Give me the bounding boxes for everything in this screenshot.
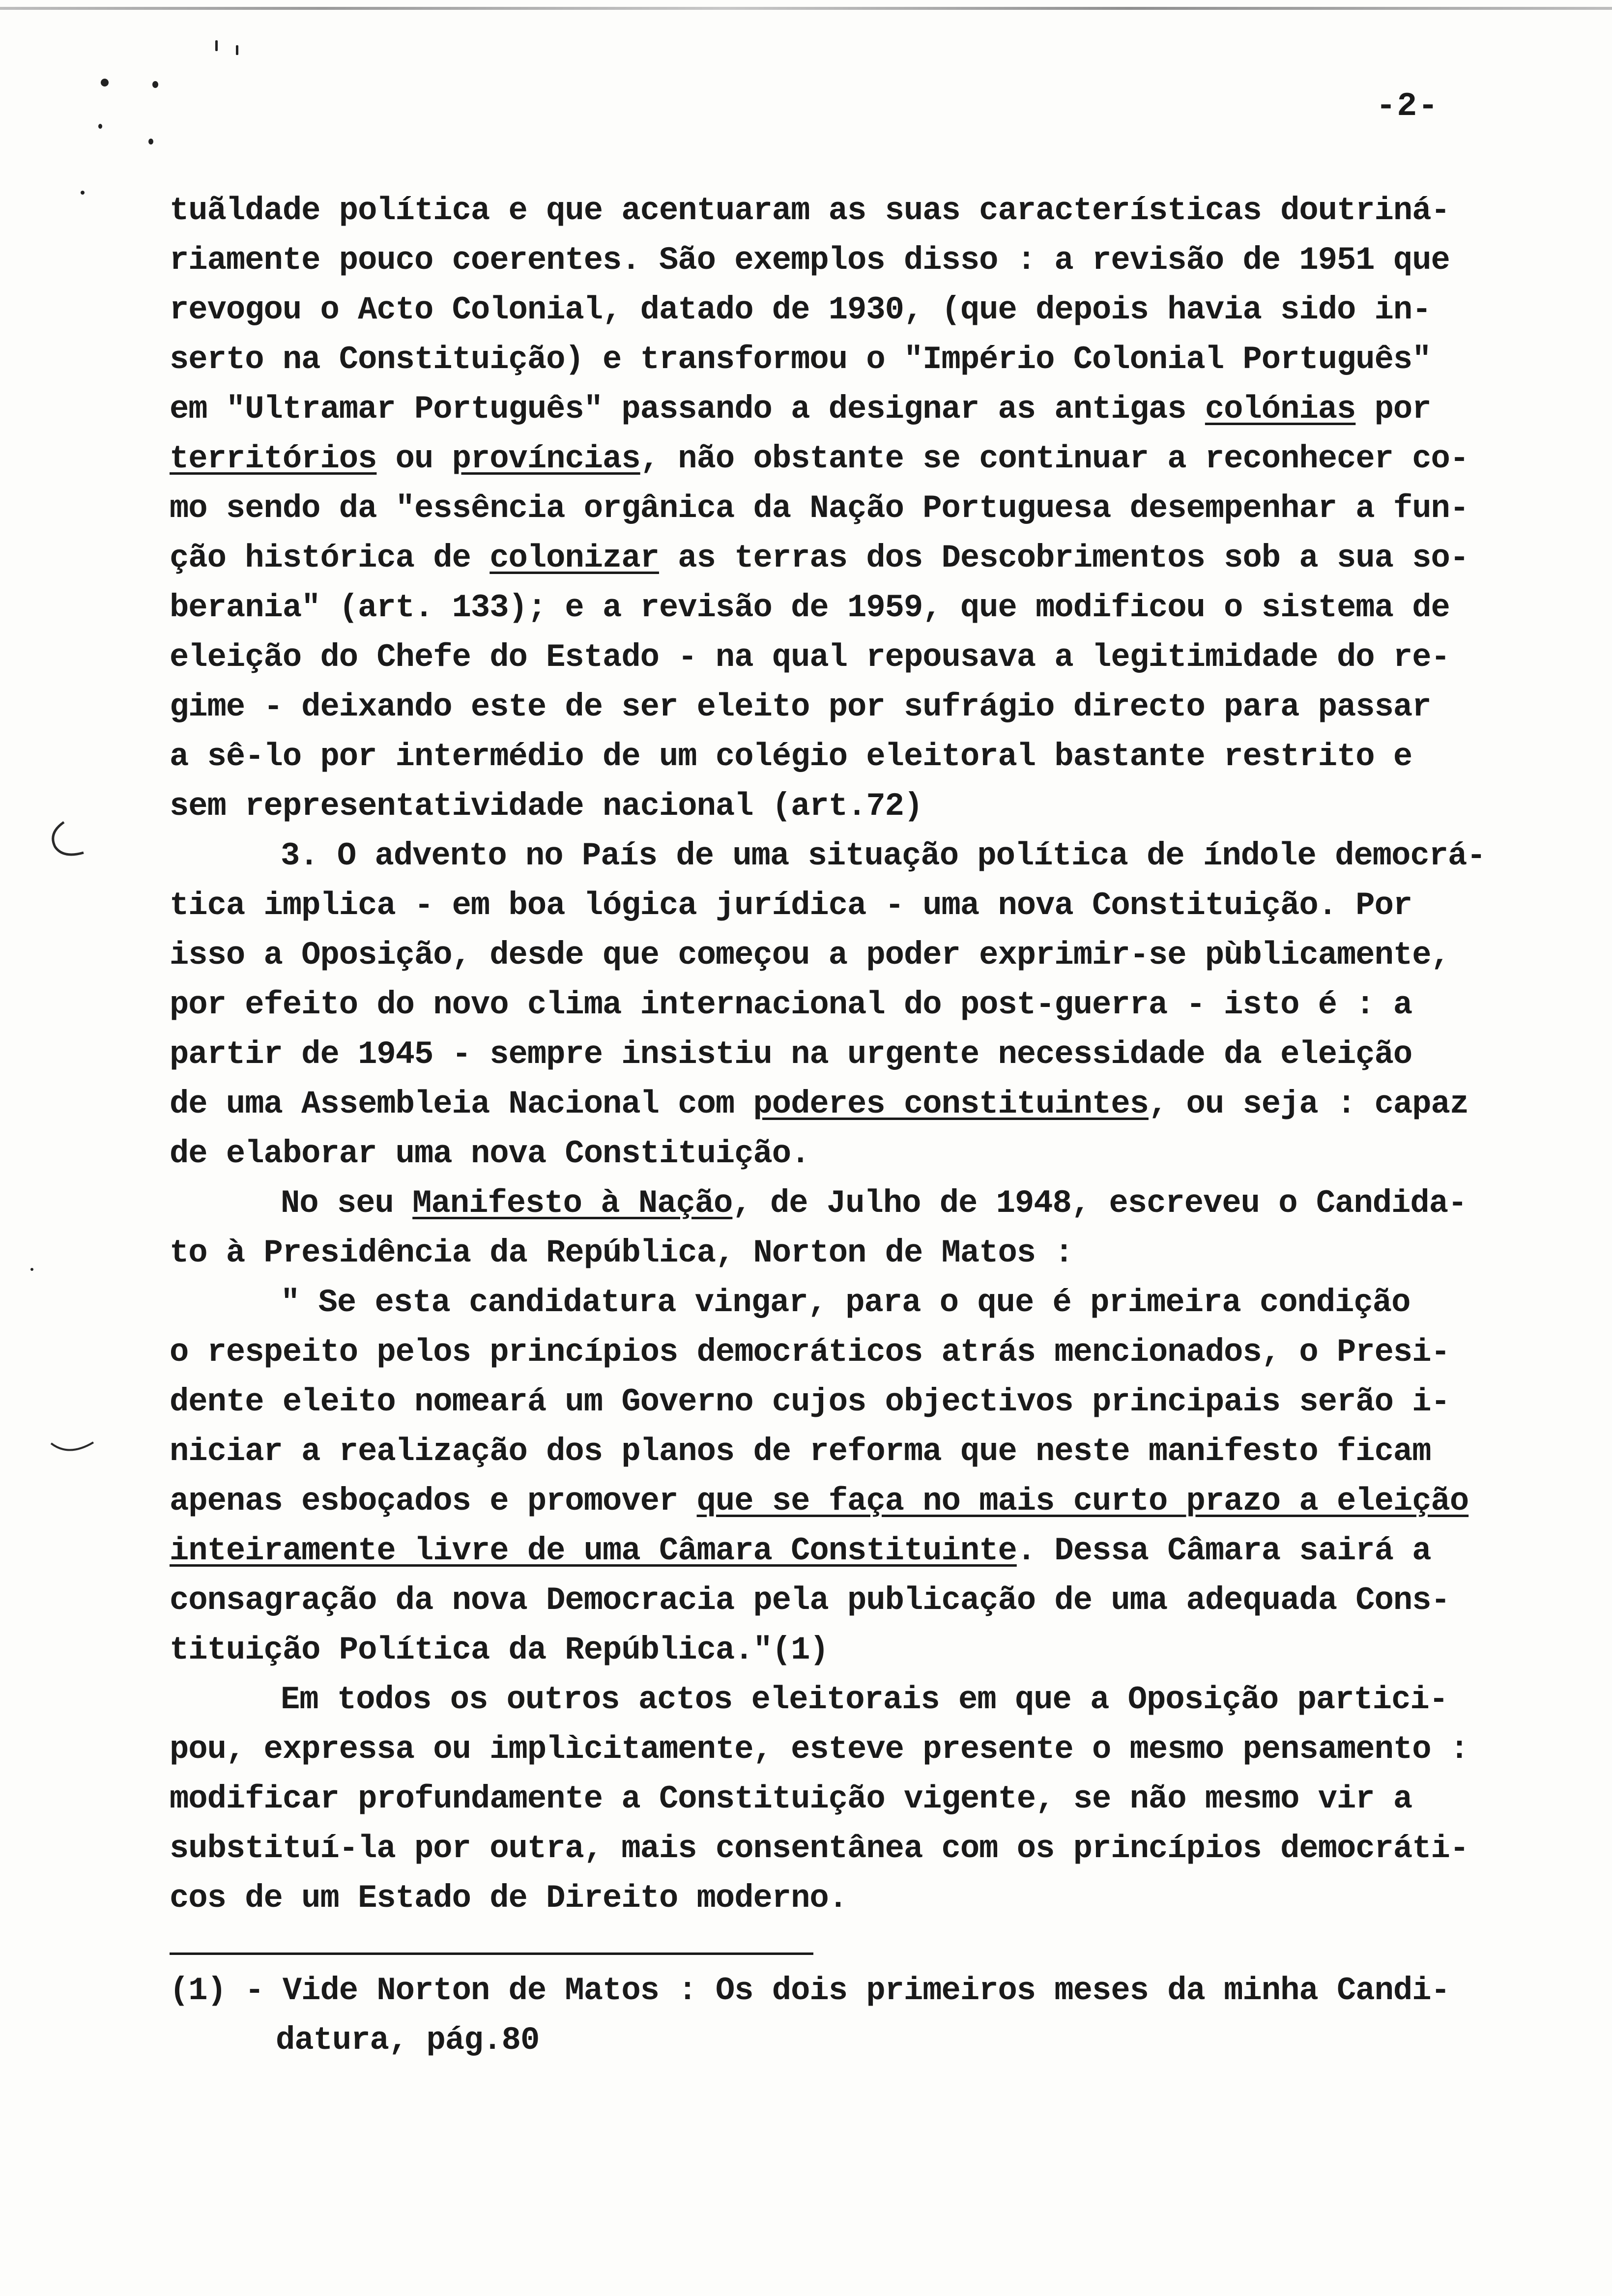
- text-segment: dente eleito nomeará um Governo cujos objectivos principais serão i-: [170, 1383, 1450, 1420]
- text-segment: sem representatividade nacional (art.72): [170, 788, 923, 825]
- text-line: [170, 1228, 1555, 1278]
- scan-speck: [30, 1268, 33, 1271]
- text-segment: , não obstante se continuar a reconhecer co-: [640, 440, 1469, 477]
- margin-punch-mark: [44, 818, 88, 862]
- scan-speck: [101, 79, 109, 86]
- text-segment: to à Presidência da República, Norton de Matos :: [170, 1234, 1073, 1271]
- text-line: [170, 1129, 1555, 1178]
- text-segment: modificar profundamente a Constituição vigente, se não mesmo vir a: [170, 1780, 1412, 1817]
- text-segment: por efeito do novo clima internacional do post-guerra - isto é : a: [170, 986, 1412, 1023]
- text-segment: apenas esboçados e promover: [170, 1483, 697, 1520]
- footnote-line: (1) - Vide Norton de Matos : Os dois primeiros meses da minha Candi-: [170, 1972, 1450, 2009]
- text-line: [170, 881, 1555, 930]
- paragraph: [170, 1675, 1555, 1923]
- paragraph: [170, 1178, 1555, 1278]
- footnote: [170, 1966, 1555, 2065]
- underlined-phrase: Manifesto à Nação: [412, 1185, 733, 1222]
- scan-speck: [81, 191, 85, 195]
- text-segment: de uma Assembleia Nacional com: [170, 1086, 753, 1122]
- underlined-phrase: territórios: [170, 440, 377, 477]
- text-segment: de elaborar uma nova Constituição.: [170, 1135, 810, 1172]
- text-line: [170, 235, 1555, 285]
- text-segment: No seu: [281, 1185, 413, 1222]
- scan-speck: [236, 45, 238, 55]
- text-line: [170, 1278, 1555, 1327]
- top-scan-edge: [0, 7, 1612, 10]
- text-line: [170, 732, 1555, 781]
- text-line: [170, 335, 1555, 384]
- text-segment: tuãldade política e que acentuaram as suas características doutriná-: [170, 192, 1450, 229]
- text-segment: cos de um Estado de Direito moderno.: [170, 1880, 848, 1917]
- underlined-phrase: inteiramente livre de uma Câmara Constituinte: [170, 1532, 1017, 1569]
- text-line: [170, 1377, 1555, 1427]
- text-segment: gime - deixando este de ser eleito por sufrágio directo para passar: [170, 689, 1431, 725]
- text-segment: , ou seja : capaz: [1148, 1086, 1469, 1122]
- text-line: [170, 980, 1555, 1030]
- text-segment: serto na Constituição) e transformou o "Império Colonial Português": [170, 341, 1431, 378]
- text-line: [170, 1526, 1555, 1576]
- text-segment: em "Ultramar Português" passando a designar as antigas: [170, 391, 1205, 428]
- text-segment: tica implica - em boa lógica jurídica - uma nova Constituição. Por: [170, 887, 1412, 924]
- text-line: [170, 1774, 1555, 1824]
- text-line: [170, 434, 1555, 484]
- text-segment: berania" (art. 133); e a revisão de 1959, que modificou o sistema de: [170, 589, 1450, 626]
- text-segment: consagração da nova Democracia pela publicação de uma adequada Cons-: [170, 1582, 1450, 1619]
- text-line: [170, 583, 1555, 632]
- text-line: [170, 1030, 1555, 1079]
- text-segment: , de Julho de 1948, escreveu o Candida-: [732, 1185, 1467, 1222]
- text-segment: as terras dos Descobrimentos sob a sua so-: [659, 540, 1469, 576]
- text-line: [170, 1079, 1555, 1129]
- text-line: [170, 781, 1555, 831]
- scan-speck: [148, 139, 153, 144]
- text-segment: por: [1355, 391, 1431, 428]
- text-segment: isso a Oposição, desde que começou a poder exprimir-se pùblicamente,: [170, 937, 1450, 974]
- text-segment: pou, expressa ou implìcitamente, esteve presente o mesmo pensamento :: [170, 1731, 1469, 1768]
- scan-speck: [215, 40, 218, 51]
- text-segment: ção histórica de: [170, 540, 490, 576]
- underlined-phrase: colónias: [1205, 391, 1356, 428]
- underlined-phrase: colonizar: [489, 540, 659, 576]
- body-text: [170, 186, 1555, 1923]
- text-line: [170, 1427, 1555, 1476]
- underlined-phrase: que se faça no mais curto prazo a eleição: [696, 1483, 1469, 1520]
- text-line: [170, 1178, 1555, 1228]
- text-line: [170, 1724, 1555, 1774]
- text-line: [170, 285, 1555, 335]
- text-segment: eleição do Chefe do Estado - na qual repousava a legitimidade do re-: [170, 639, 1450, 676]
- text-line: [170, 484, 1555, 533]
- text-segment: " Se esta candidatura vingar, para o que é primeira condição: [281, 1284, 1410, 1321]
- text-line: [170, 632, 1555, 682]
- footnote-line: datura, pág.80: [276, 2022, 540, 2059]
- page-number: -2-: [1376, 87, 1439, 125]
- text-segment: revogou o Acto Colonial, datado de 1930, (que depois havia sido in-: [170, 291, 1431, 328]
- text-line: [170, 831, 1555, 881]
- text-segment: niciar a realização dos planos de reforma que neste manifesto ficam: [170, 1433, 1431, 1470]
- text-segment: . Dessa Câmara sairá a: [1016, 1532, 1431, 1569]
- text-segment: ou: [376, 440, 452, 477]
- text-segment: 3. O advento no País de uma situação política de índole democrá-: [281, 837, 1486, 874]
- margin-punch-mark: [49, 1433, 98, 1467]
- text-line: [170, 1625, 1555, 1675]
- underlined-phrase: poderes constituintes: [753, 1086, 1149, 1122]
- text-line: [170, 682, 1555, 732]
- text-line: [170, 930, 1555, 980]
- text-segment: Em todos os outros actos eleitorais em que a Oposição partici-: [281, 1681, 1448, 1718]
- text-line: [170, 384, 1555, 434]
- text-line: [170, 1327, 1555, 1377]
- text-segment: mo sendo da "essência orgânica da Nação Portuguesa desempenhar a fun-: [170, 490, 1469, 527]
- scan-speck: [152, 81, 158, 88]
- scan-speck: [98, 124, 102, 129]
- text-line: [170, 186, 1555, 235]
- text-line: [170, 1675, 1555, 1724]
- text-line: [170, 1824, 1555, 1873]
- footnote-separator: [170, 1952, 813, 1955]
- text-line: [170, 1476, 1555, 1526]
- paragraph: [170, 1278, 1555, 1675]
- text-line: [170, 533, 1555, 583]
- text-segment: partir de 1945 - sempre insistiu na urgente necessidade da eleição: [170, 1036, 1412, 1073]
- text-segment: tituição Política da República."(1): [170, 1632, 829, 1668]
- text-line: [170, 1576, 1555, 1625]
- text-segment: a sê-lo por intermédio de um colégio eleitoral bastante restrito e: [170, 738, 1412, 775]
- text-segment: riamente pouco coerentes. São exemplos disso : a revisão de 1951 que: [170, 242, 1450, 279]
- text-segment: o respeito pelos princípios democráticos atrás mencionados, o Presi-: [170, 1334, 1450, 1371]
- text-segment: substituí-la por outra, mais consentânea com os princípios democráti-: [170, 1830, 1469, 1867]
- paragraph: [170, 831, 1555, 1178]
- underlined-phrase: províncias: [452, 440, 640, 477]
- paragraph: [170, 186, 1555, 831]
- text-line: [170, 1873, 1555, 1923]
